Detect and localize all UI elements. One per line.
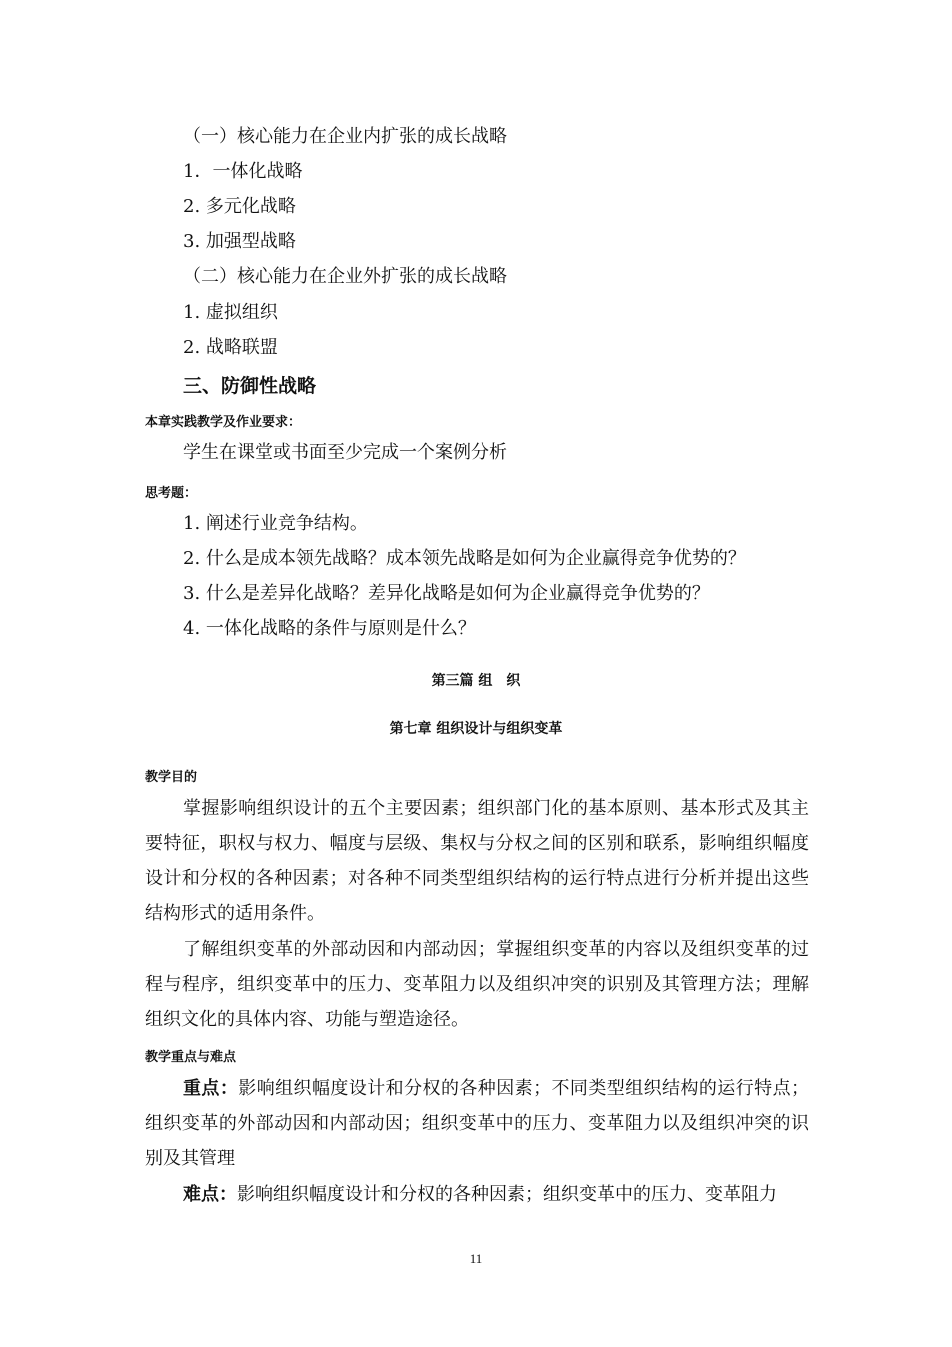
list-item: 1. 虚拟组织 — [183, 302, 278, 323]
list-item: 2. 多元化战略 — [183, 196, 296, 217]
difficulties-bold: 难点： — [183, 1184, 237, 1205]
question-item: 2. 什么是成本领先战略？成本领先战略是如何为企业赢得竞争优势的？ — [183, 548, 746, 569]
goals-label: 教学目的 — [145, 770, 198, 785]
key-points-text: 影响组织幅度设计和分权的各种因素；不同类型组织结构的运行特点；组织变革的外部动因和内部动因；组织变革中的压力、变革阻力以及组织冲突的识别及其管理 — [145, 1078, 810, 1169]
list-item: （一）核心能力在企业内扩张的成长战略 — [183, 126, 507, 147]
key-points-label: 教学重点与难点 — [145, 1050, 237, 1065]
list-item: （二）核心能力在企业外扩张的成长战略 — [183, 266, 507, 287]
part-title: 第三篇 组 织 — [431, 673, 521, 689]
practice-label: 本章实践教学及作业要求： — [145, 415, 302, 430]
difficulties-paragraph — [145, 1177, 809, 1212]
list-item: 2. 战略联盟 — [183, 337, 278, 358]
questions-label: 思考题： — [145, 486, 198, 501]
goals-paragraph-2: 了解组织变革的外部动因和内部动因；掌握组织变革的内容以及组织变革的过程与程序，组织变革中的压力、变革阻力以及组织冲突的识别及其管理方法；理解组织文化的具体内容、功能与塑造途径。 — [145, 939, 809, 1030]
list-item: 1．一体化战略 — [183, 161, 303, 182]
page-number: 11 — [469, 1251, 483, 1266]
section-heading: 三、防御性战略 — [183, 375, 317, 397]
goals-paragraph-1: 掌握影响组织设计的五个主要因素；组织部门化的基本原则、基本形式及其主要特征，职权与权力、幅度与层级、集权与分权之间的区别和联系，影响组织幅度设计和分权的各种因素；对各种不同类型组织结构的运行特点进行分析并提出这些结构形式的适用条件。 — [145, 798, 809, 924]
chapter-title: 第七章 组织设计与组织变革 — [389, 721, 563, 737]
question-item: 4. 一体化战略的条件与原则是什么？ — [183, 618, 476, 639]
list-item: 3. 加强型战略 — [183, 231, 296, 252]
question-item: 1. 阐述行业竞争结构。 — [183, 513, 368, 534]
difficulties-text: 影响组织幅度设计和分权的各种因素；组织变革中的压力、变革阻力 — [237, 1184, 777, 1205]
key-points-paragraph — [145, 1071, 809, 1176]
question-item: 3. 什么是差异化战略？差异化战略是如何为企业赢得竞争优势的？ — [183, 583, 710, 604]
key-points-bold: 重点： — [183, 1078, 239, 1099]
practice-text: 学生在课堂或书面至少完成一个案例分析 — [183, 442, 507, 463]
